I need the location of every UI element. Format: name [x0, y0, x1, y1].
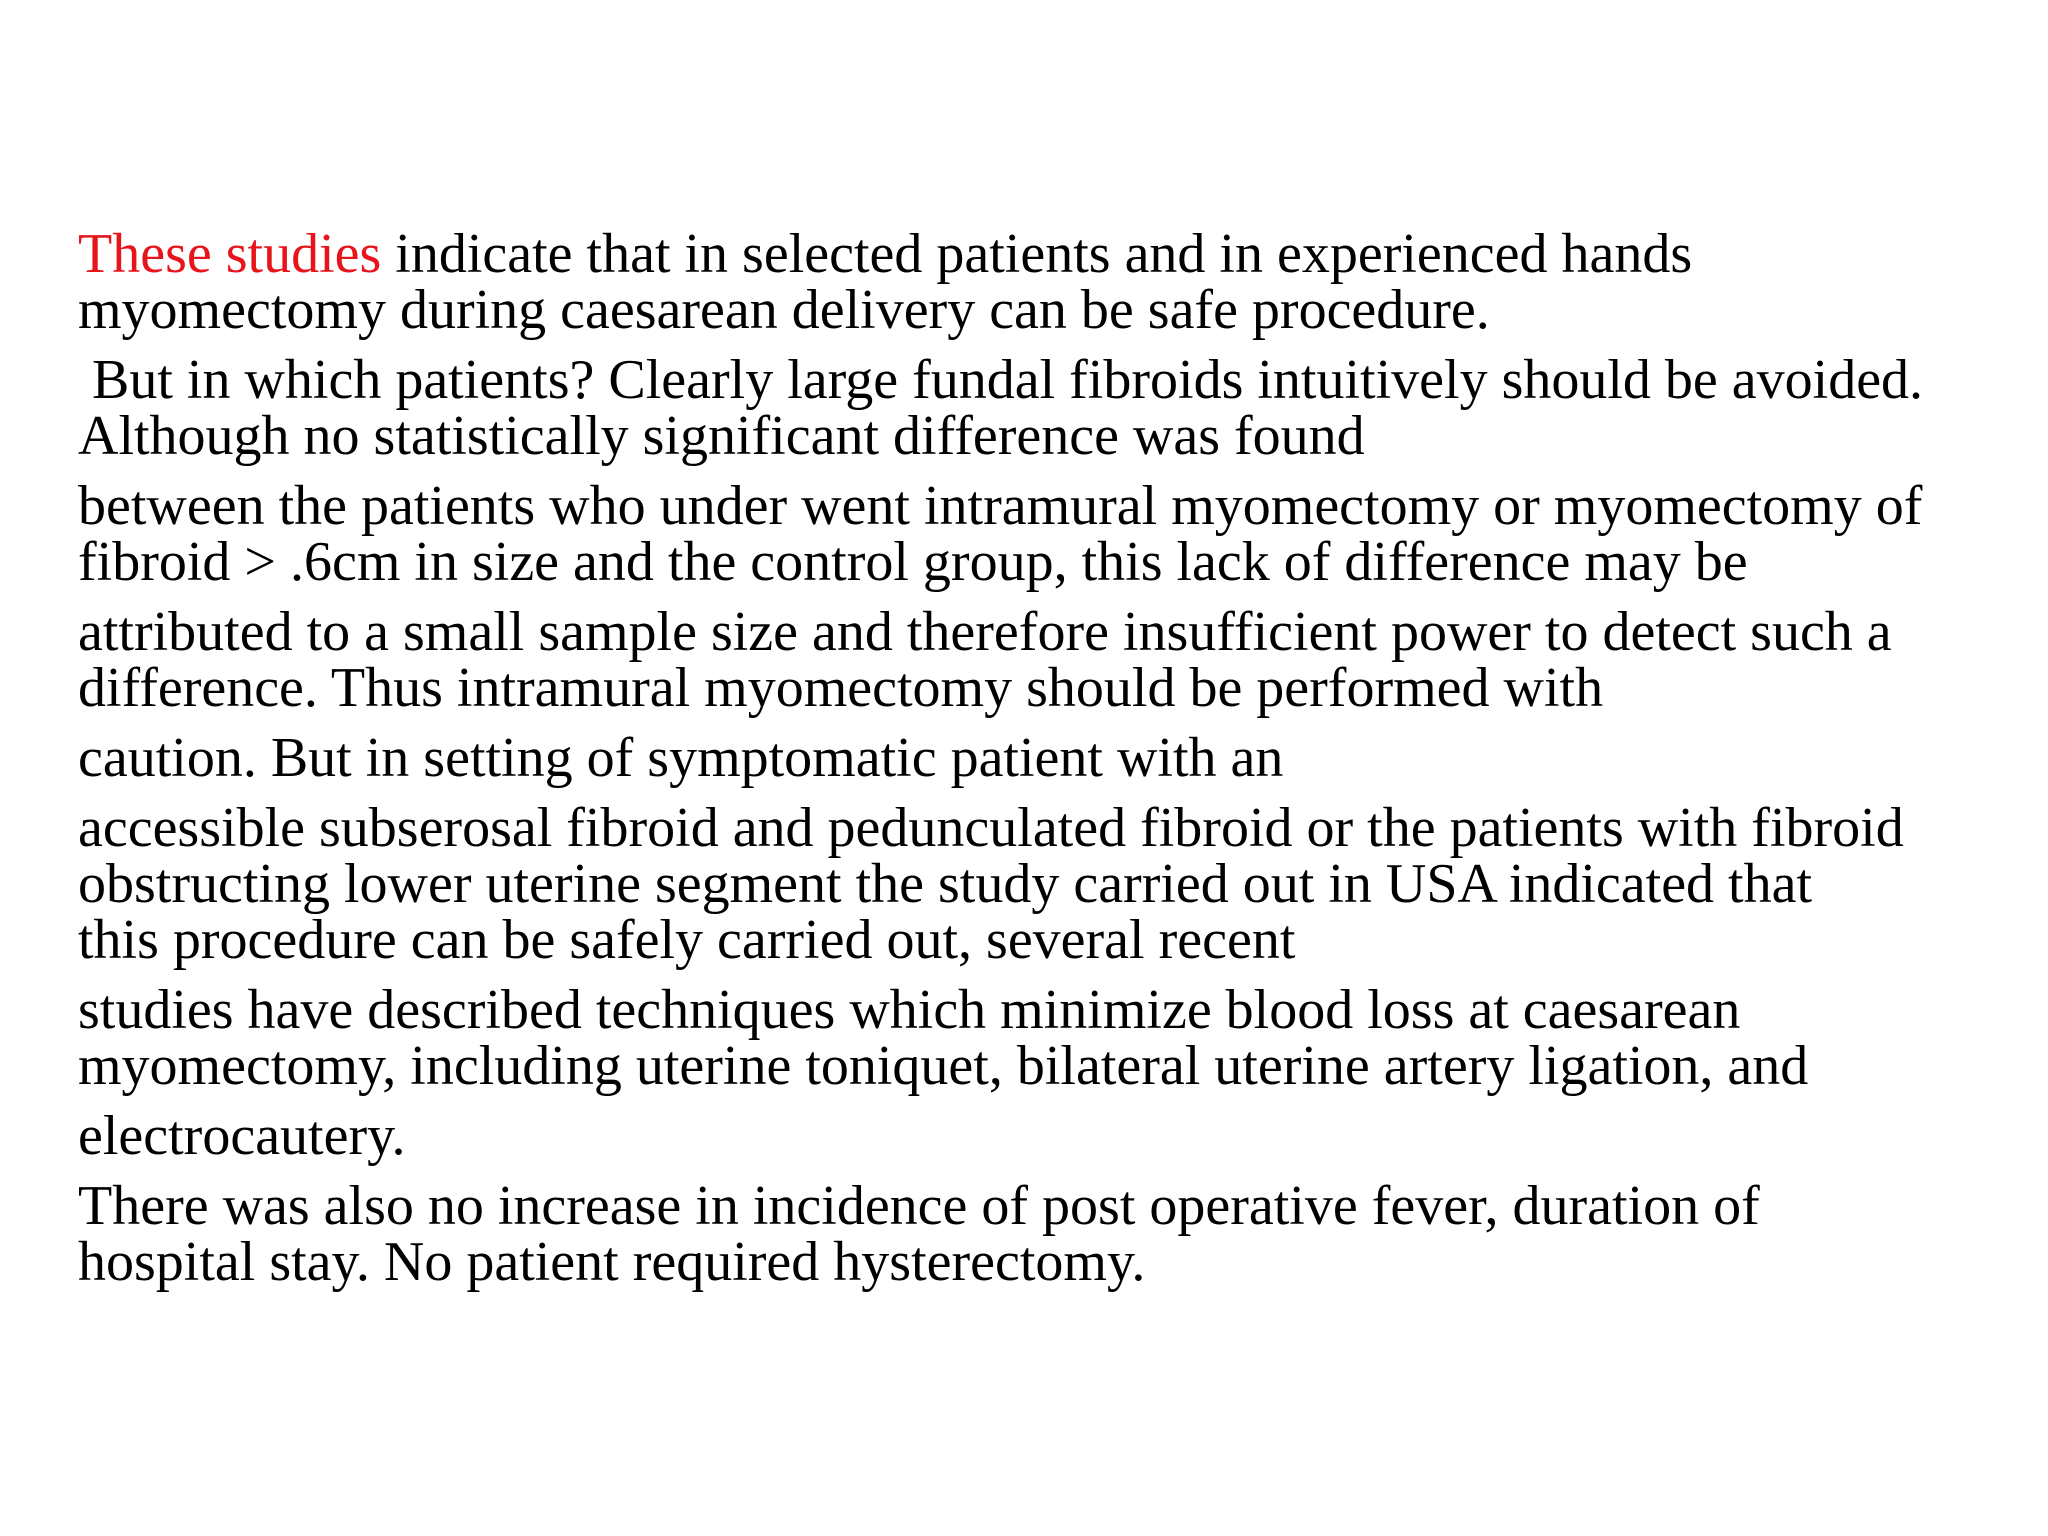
paragraph-2	[78, 349, 2018, 467]
paragraph-8	[78, 1105, 2018, 1167]
paragraph-9	[78, 1175, 2018, 1293]
highlighted-phrase: These studies	[78, 223, 382, 285]
paragraph-1	[78, 223, 2018, 341]
paragraph-line: hospital stay. No patient required hysterectomy.	[78, 1231, 1146, 1293]
paragraph-7	[78, 979, 2018, 1097]
paragraph-line: obstructing lower uterine segment the study carried out in USA indicated that	[78, 853, 1813, 915]
paragraph-line: attributed to a small sample size and therefore insufficient power to detect such a	[78, 601, 1892, 663]
paragraph-line	[78, 223, 2018, 285]
paragraph-6	[78, 797, 2018, 971]
paragraph-text: indicate that in selected patients and in experienced hands	[381, 223, 1693, 285]
paragraph-line: myomectomy, including uterine toniquet, bilateral uterine artery ligation, and	[78, 1035, 1809, 1097]
paragraph-line: There was also no increase in incidence of post operative fever, duration of	[78, 1175, 1760, 1237]
paragraph-line: fibroid > .6cm in size and the control group, this lack of difference may be	[78, 531, 1748, 593]
paragraph-line: myomectomy during caesarean delivery can be safe procedure.	[78, 279, 1490, 341]
paragraph-line: difference. Thus intramural myomectomy should be performed with	[78, 657, 1604, 719]
paragraph-line: between the patients who under went intramural myomectomy or myomectomy of	[78, 475, 1923, 537]
paragraph-line: caution. But in setting of symptomatic patient with an	[78, 727, 1284, 789]
paragraph-line: accessible subserosal fibroid and pedunculated fibroid or the patients with fibroid	[78, 797, 1904, 859]
paragraph-4	[78, 601, 2018, 719]
paragraph-line: this procedure can be safely carried out, several recent	[78, 909, 1296, 971]
paragraph-line: Although no statistically significant difference was found	[78, 405, 1365, 467]
paragraph-line: electrocautery.	[78, 1105, 406, 1167]
paragraph-line: But in which patients? Clearly large fundal fibroids intuitively should be avoided.	[78, 349, 1924, 411]
paragraph-line: studies have described techniques which minimize blood loss at caesarean	[78, 979, 1741, 1041]
paragraph-5	[78, 727, 2018, 789]
body-text	[78, 223, 2018, 1293]
paragraph-3	[78, 475, 2018, 593]
